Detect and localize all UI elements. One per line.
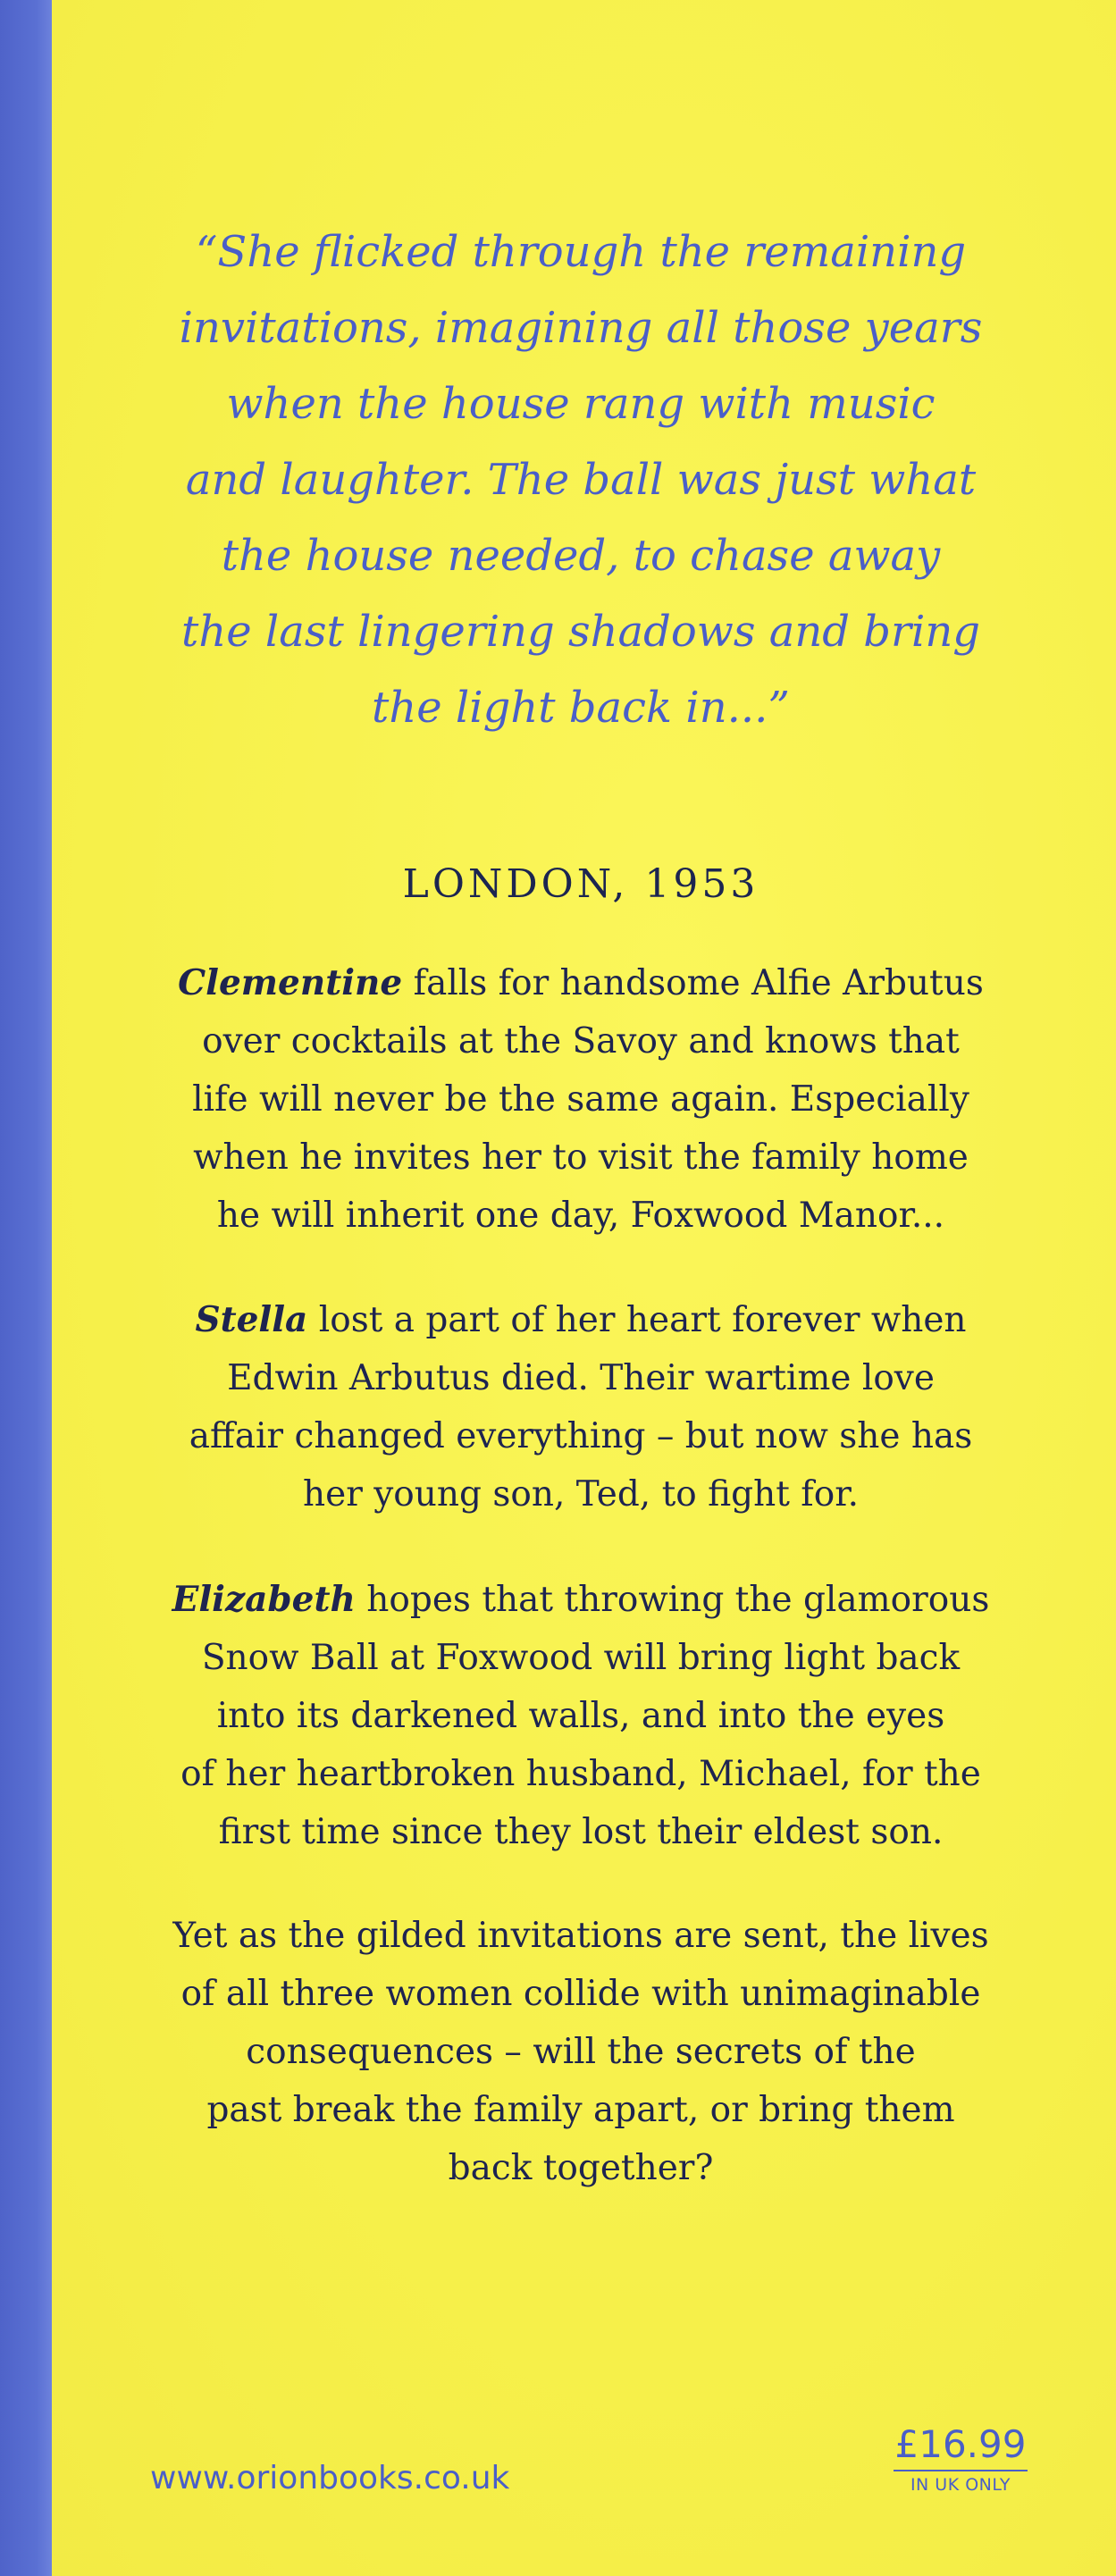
blurb-line: Edwin Arbutus died. Their wartime love	[227, 1358, 935, 1398]
blurb-line: past break the family apart, or bring them	[206, 2090, 955, 2130]
blurb-line: her young son, Ted, to fight for.	[303, 1474, 859, 1515]
blurb-line: of all three women collide with unimaginable	[180, 1974, 981, 2014]
price-note: IN UK ONLY	[910, 2475, 1011, 2495]
blurb-line: affair changed everything – but now she has	[189, 1416, 973, 1456]
blurb-line-text: hopes that throwing the glamorous	[355, 1580, 990, 1620]
blurb-line: consequences – will the secrets of the	[246, 2032, 916, 2072]
blurb-line-text: falls for handsome Alfie Arbutus	[402, 963, 984, 1003]
section-heading: LONDON, 1953	[402, 861, 759, 907]
price-box	[894, 2421, 1028, 2498]
character-name: Stella	[195, 1299, 308, 1340]
blurb-line: Yet as the gilded invitations are sent, the lives	[172, 1916, 989, 1956]
blurb-line: life will never be the same again. Especially	[192, 1079, 969, 1120]
blurb-line: Snow Ball at Foxwood will bring light back	[201, 1638, 961, 1678]
publisher-website: www.orionbooks.co.uk	[150, 2460, 510, 2496]
quote-line: invitations, imagining all those years	[179, 303, 983, 353]
character-name: Clementine	[178, 962, 403, 1003]
blurb-line: of her heartbroken husband, Michael, for the	[180, 1754, 981, 1794]
blurb-line: he will inherit one day, Foxwood Manor...	[216, 1196, 945, 1236]
blurb-line	[134, 1571, 1028, 1629]
quote-line: and laughter. The ball was just what	[185, 455, 977, 505]
price: £16.99	[894, 2421, 1028, 2471]
blurb-line: into its darkened walls, and into the eyes	[216, 1696, 945, 1736]
blurb-line-text: lost a part of her heart forever when	[307, 1300, 967, 1340]
blurb-paragraph-clementine	[134, 954, 1028, 1245]
quote-line: “She flicked through the remaining	[195, 227, 967, 277]
blurb-line: when he invites her to visit the family home	[193, 1137, 969, 1178]
blurb-line: back together?	[448, 2148, 714, 2188]
blurb-paragraph-stella	[134, 1291, 1028, 1523]
blurb-line	[134, 954, 1028, 1012]
quote-line: the last lingering shadows and bring	[181, 607, 980, 657]
blurb-paragraph-elizabeth	[134, 1571, 1028, 1861]
quote-line: the light back in...”	[372, 683, 790, 733]
blurb-line	[134, 1291, 1028, 1349]
character-name: Elizabeth	[172, 1579, 356, 1620]
blurb-line: over cocktails at the Savoy and knows that	[202, 1021, 960, 1061]
quote-line: the house needed, to chase away	[221, 531, 941, 581]
quote-line: when the house rang with music	[226, 379, 936, 429]
blurb-paragraph-closing	[134, 1907, 1028, 2197]
spine-strip	[0, 0, 52, 2576]
pull-quote	[134, 214, 1028, 746]
blurb-line: first time since they lost their eldest son.	[218, 1812, 944, 1852]
